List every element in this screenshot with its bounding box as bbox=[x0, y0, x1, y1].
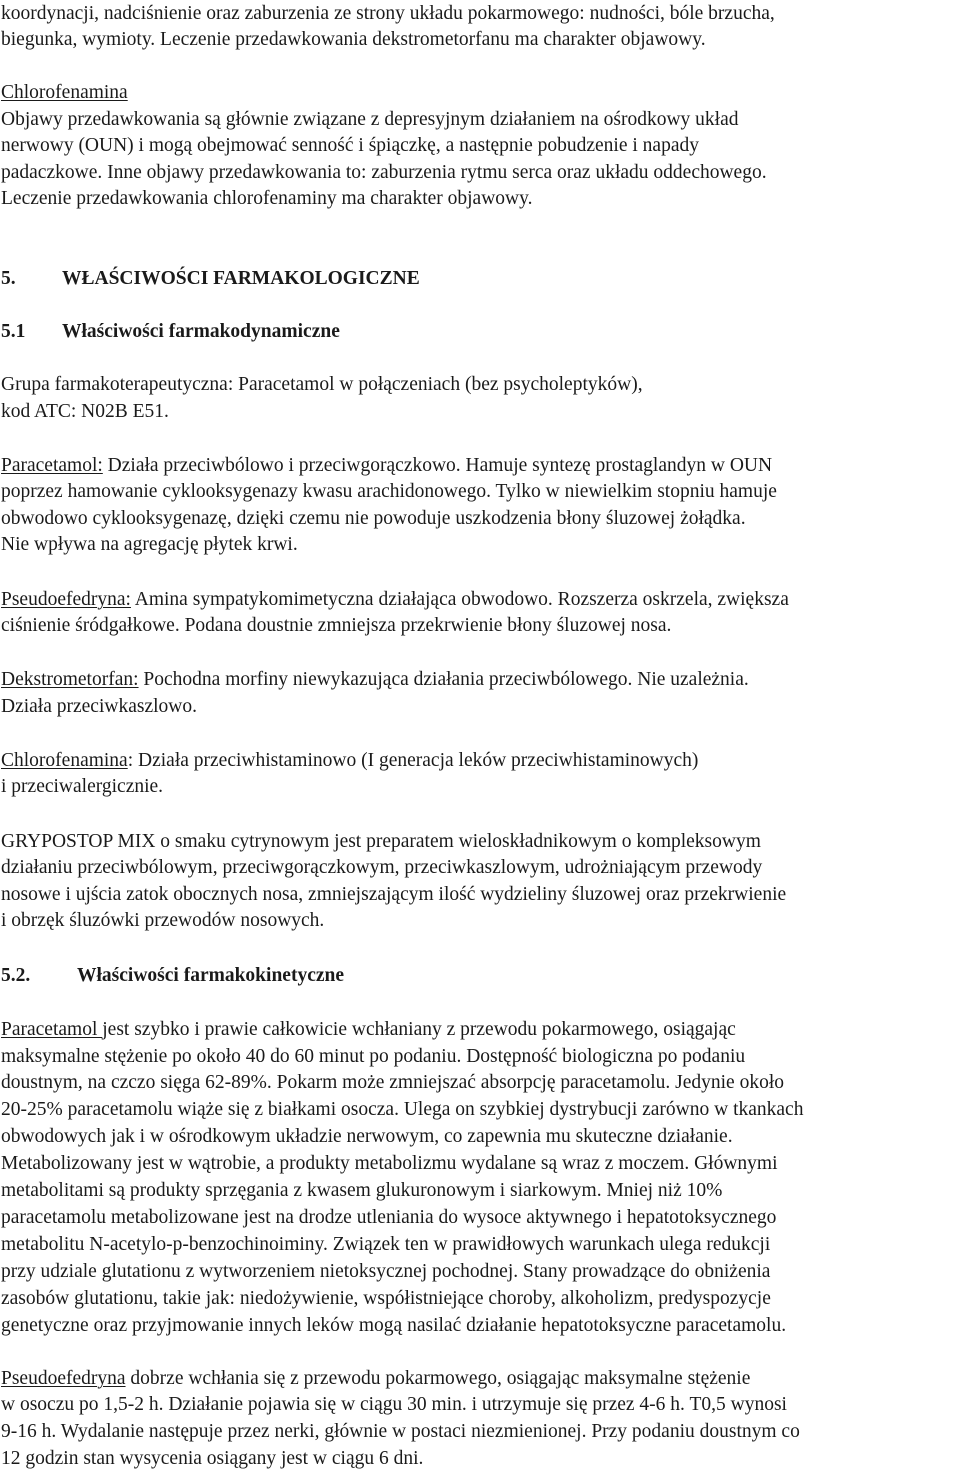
text-line: nerwowy (OUN) i mogą obejmować senność i śpiączkę, a następnie pobudzenie i napady bbox=[1, 135, 699, 156]
text-line: obwodowych jak i w ośrodkowym układzie nerwowym, co zapewnia mu skuteczne działanie. bbox=[1, 1126, 733, 1147]
text-line: i przeciwalergicznie. bbox=[1, 776, 164, 797]
text-line: 12 godzin stan wysycenia osiągany jest w ciągu 6 dni. bbox=[1, 1448, 424, 1469]
text-line: 20-25% paracetamolu wiąże się z białkami osocza. Ulega on szybkiej dystrybucji zarówno w tkankach bbox=[1, 1099, 804, 1120]
text-line: biegunka, wymioty. Leczenie przedawkowania dekstrometorfanu ma charakter objawowy. bbox=[1, 29, 706, 50]
dekstrometorfan-pd-line bbox=[1, 670, 749, 690]
text-line: GRYPOSTOP MIX o smaku cytrynowym jest preparatem wieloskładnikowym o kompleksowym bbox=[1, 831, 761, 852]
text-line: przy udziale glutationu z wytworzeniem nietoksycznej pochodnej. Stany prowadzące do obniżenia bbox=[1, 1261, 771, 1282]
text-line: Leczenie przedawkowania chlorofenaminy ma charakter objawowy. bbox=[1, 188, 533, 209]
text-line: padaczkowe. Inne objawy przedawkowania to: zaburzenia rytmu serca oraz układu oddechowego. bbox=[1, 162, 767, 183]
section-number: 5.2. bbox=[1, 965, 31, 986]
section-5-1-heading bbox=[1, 322, 340, 342]
paracetamol-pd-line bbox=[1, 456, 772, 476]
text-line: Grupa farmakoterapeutyczna: Paracetamol w połączeniach (bez psycholeptyków), bbox=[1, 374, 643, 395]
pseudoefedryna-pk-line bbox=[1, 1369, 750, 1389]
chlorofenamina-term: Chlorofenamina bbox=[1, 750, 128, 771]
text-line: doustnym, na czczo sięga 62-89%. Pokarm może zmniejszać absorpcję paracetamolu. Jedynie około bbox=[1, 1072, 784, 1093]
text-line: zasobów glutationu, takie jak: niedożywienie, współistniejące choroby, alkoholizm, predyspozycje bbox=[1, 1288, 771, 1309]
text-run: jest szybko i prawie całkowicie wchłaniany z przewodu pokarmowego, osiągając bbox=[102, 1019, 736, 1040]
paracetamol-term: Paracetamol: bbox=[1, 455, 103, 476]
section-title: Właściwości farmakodynamiczne bbox=[62, 321, 340, 342]
text-line: nosowe i ujścia zatok obocznych nosa, zmniejszającym ilość wydzieliny śluzowej oraz przekrwienie bbox=[1, 884, 787, 905]
section-5-heading bbox=[1, 269, 420, 289]
section-title: Właściwości farmakokinetyczne bbox=[77, 965, 345, 986]
text-line: i obrzęk śluzówki przewodów nosowych. bbox=[1, 910, 325, 931]
text-run: dobrze wchłania się z przewodu pokarmowego, osiągając maksymalne stężenie bbox=[125, 1368, 751, 1389]
section-5-2-heading bbox=[1, 966, 344, 986]
text-line: paracetamolu metabolizowane jest na drodze utleniania do wysoce aktywnego i hepatotoksycznego bbox=[1, 1207, 777, 1228]
section-number: 5. bbox=[1, 268, 16, 289]
text-line: metabolitu N-acetylo-p-benzochinoiminy. Związek ten w prawidłowych warunkach ulega redukcji bbox=[1, 1234, 771, 1255]
pseudoefedryna-pd-line bbox=[1, 590, 789, 610]
text-line: kod ATC: N02B E51. bbox=[1, 401, 169, 422]
text-line: poprzez hamowanie cyklooksygenazy kwasu arachidonowego. Tylko w niewielkim stopniu hamuje bbox=[1, 481, 777, 502]
paracetamol-pk-line bbox=[1, 1020, 736, 1040]
chlorofenamina-term: Chlorofenamina bbox=[1, 82, 128, 103]
dekstrometorfan-term: Dekstrometorfan: bbox=[1, 669, 139, 690]
text-line: Metabolizowany jest w wątrobie, a produkty metabolizmu wydalane są wraz z moczem. Głównymi bbox=[1, 1153, 778, 1174]
section-number: 5.1 bbox=[1, 321, 26, 342]
text-line: Objawy przedawkowania są głównie związane z depresyjnym działaniem na ośrodkowy układ bbox=[1, 109, 739, 130]
text-line: Działa przeciwkaszlowo. bbox=[1, 696, 197, 717]
section-title: WŁAŚCIWOŚCI FARMAKOLOGICZNE bbox=[62, 268, 420, 289]
pseudoefedryna-term: Pseudoefedryna bbox=[1, 1368, 126, 1389]
text-line: w osoczu po 1,5-2 h. Działanie pojawia się w ciągu 30 min. i utrzymuje się przez 4-6 h. T0,5 wynosi bbox=[1, 1394, 787, 1415]
text-line: metabolitami są produkty sprzęgania z kwasem glukuronowym i siarkowym. Mniej niż 10% bbox=[1, 1180, 723, 1201]
chlorofenamina-heading bbox=[1, 83, 128, 103]
text-run: Pochodna morfiny niewykazująca działania przeciwbólowego. Nie uzależnia. bbox=[138, 669, 749, 690]
text-run: Działa przeciwbólowo i przeciwgorączkowo. Hamuje syntezę prostaglandyn w OUN bbox=[102, 455, 773, 476]
text-line: działaniu przeciwbólowym, przeciwgorączkowym, przeciwkaszlowym, udrożniającym przewody bbox=[1, 857, 763, 878]
text-line: koordynacji, nadciśnienie oraz zaburzenia ze strony układu pokarmowego: nudności, bóle brzucha, bbox=[1, 3, 775, 24]
text-line: 9-16 h. Wydalanie następuje przez nerki, głównie w postaci niezmienionej. Przy podaniu doustnym co bbox=[1, 1421, 800, 1442]
text-line: ciśnienie śródgałkowe. Podana doustnie zmniejsza przekrwienie błony śluzowej nosa. bbox=[1, 615, 672, 636]
paracetamol-term: Paracetamol bbox=[1, 1019, 103, 1040]
pseudoefedryna-term: Pseudoefedryna: bbox=[1, 589, 131, 610]
text-line: maksymalne stężenie po około 40 do 60 minut po podaniu. Dostępność biologiczna po podaniu bbox=[1, 1046, 746, 1067]
chlorofenamina-pd-line bbox=[1, 751, 698, 771]
text-line: obwodowo cyklooksygenazę, dzięki czemu nie powoduje uszkodzenia błony śluzowej żołądka. bbox=[1, 508, 746, 529]
text-run: : Działa przeciwhistaminowo (I generacja leków przeciwhistaminowych) bbox=[127, 750, 699, 771]
text-line: Nie wpływa na agregację płytek krwi. bbox=[1, 534, 298, 555]
text-line: genetyczne oraz przyjmowanie innych leków mogą nasilać działanie hepatotoksyczne paracetamolu. bbox=[1, 1315, 787, 1336]
text-run: Amina sympatykomimetyczna działająca obwodowo. Rozszerza oskrzela, zwiększa bbox=[130, 589, 789, 610]
